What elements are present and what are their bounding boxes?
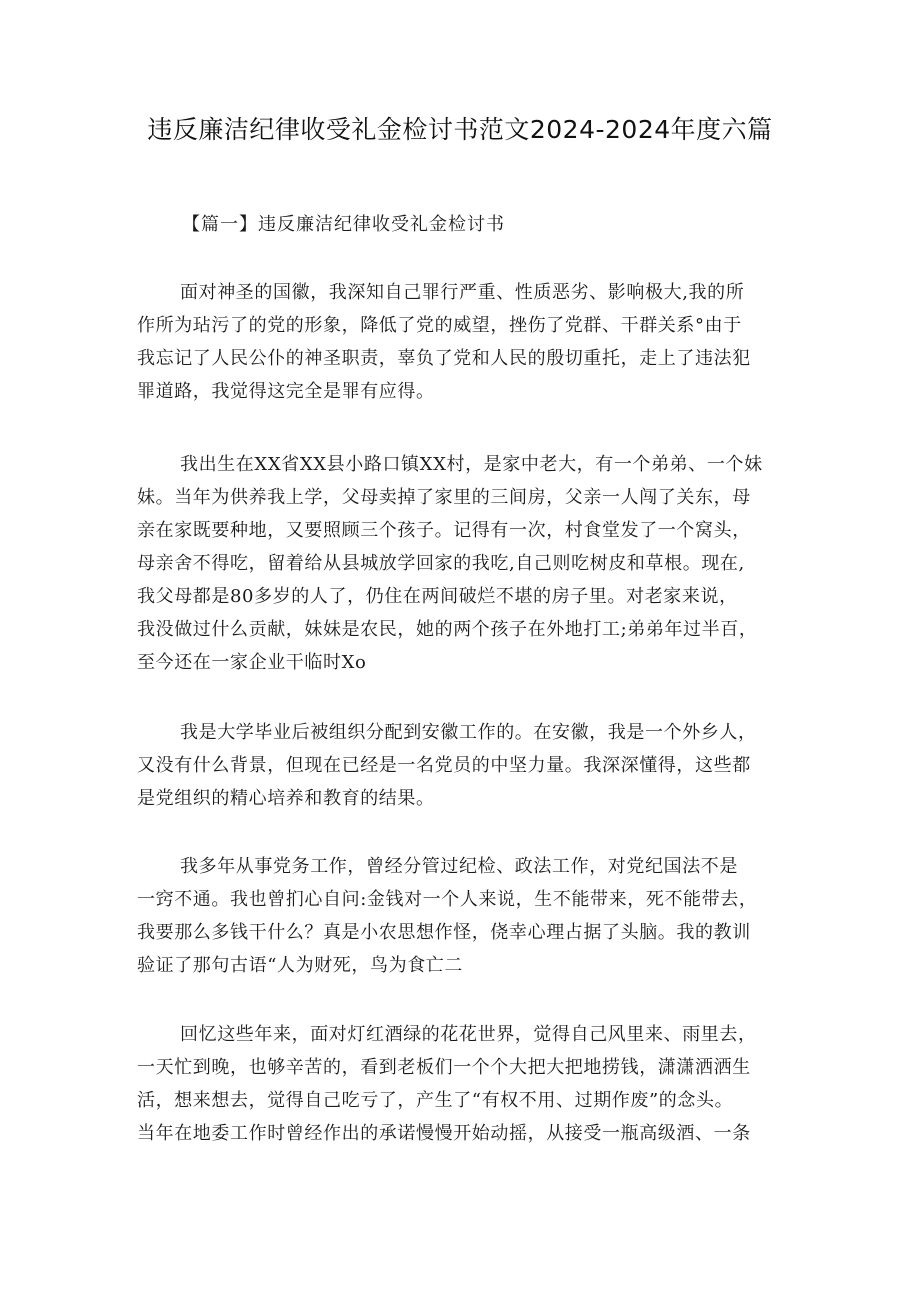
paragraph-line: 验证了那句古语“人为财死，鸟为食亡二 <box>137 955 464 976</box>
paragraph-line: 活，想来想去，觉得自己吃亏了，产生了“有权不用、过期作废”的念头。 <box>137 1090 734 1111</box>
document-title: 违反廉洁纪律收受礼金检讨书范文2024-2024年度六篇 <box>147 115 773 144</box>
paragraph-4 <box>137 850 797 982</box>
paragraph-line: 一天忙到晚，也够辛苦的，看到老板们一个个大把大把地捞钱，潇潇洒洒生 <box>137 1057 751 1078</box>
paragraph-line: 亲在家既要种地，又要照顾三个孩子。记得有一次，村食堂发了一个窝头， <box>137 520 751 541</box>
paragraph-line: 是党组织的精心培养和教育的结果。 <box>137 788 435 809</box>
section-heading: 【篇一】违反廉洁纪律收受礼金检讨书 <box>182 214 505 235</box>
paragraph-2 <box>137 448 797 679</box>
paragraph-line: 妹。当年为供养我上学，父母卖掉了家里的三间房，父亲一人闯了关东，母 <box>137 487 751 508</box>
paragraph-line: 我没做过什么贡献，妹妹是农民，她的两个孩子在外地打工;弟弟年过半百， <box>137 619 758 640</box>
paragraph-3 <box>137 716 797 815</box>
paragraph-line: 至今还在一家企业干临时Xo <box>137 652 367 673</box>
paragraph-line: 我多年从事党务工作，曾经分管过纪检、政法工作，对党纪国法不是 <box>180 856 738 877</box>
paragraph-line: 我要那么多钱干什么？真是小农思想作怪，侥幸心理占据了头脑。我的教训 <box>137 922 751 943</box>
paragraph-line: 一窍不通。我也曾扪心自问:金钱对一个人来说，生不能带来，死不能带去， <box>137 889 758 910</box>
paragraph-line: 我是大学毕业后被组织分配到安徽工作的。在安徽，我是一个外乡人， <box>180 722 757 743</box>
paragraph-line: 我忘记了人民公仆的神圣职责，辜负了党和人民的殷切重托，走上了违法犯 <box>137 348 751 369</box>
paragraph-1 <box>137 276 797 408</box>
paragraph-line: 又没有什么背景，但现在已经是一名党员的中坚力量。我深深懂得，这些都 <box>137 755 751 776</box>
paragraph-line: 母亲舍不得吃，留着给从县城放学回家的我吃,自己则吃树皮和草根。现在, <box>137 553 745 574</box>
paragraph-line: 面对神圣的国徽，我深知自己罪行严重、性质恶劣、影响极大,我的所 <box>180 282 745 303</box>
paragraph-line: 当年在地委工作时曾经作出的承诺慢慢开始动摇，从接受一瓶高级酒、一条 <box>137 1123 751 1144</box>
paragraph-line: 我父母都是80多岁的人了，仍住在两间破烂不堪的房子里。对老家来说， <box>137 586 738 607</box>
paragraph-5 <box>137 1018 797 1150</box>
paragraph-line: 罪道路，我觉得这完全是罪有应得。 <box>137 381 435 402</box>
paragraph-line: 我出生在XX省XX县小路口镇XX村，是家中老大，有一个弟弟、一个妹 <box>180 454 763 475</box>
paragraph-line: 回忆这些年来，面对灯红酒绿的花花世界，觉得自己风里来、雨里去， <box>180 1024 757 1045</box>
paragraph-line: 作所为玷污了的党的形象，降低了党的威望，挫伤了党群、干群关系°由于 <box>137 315 742 336</box>
